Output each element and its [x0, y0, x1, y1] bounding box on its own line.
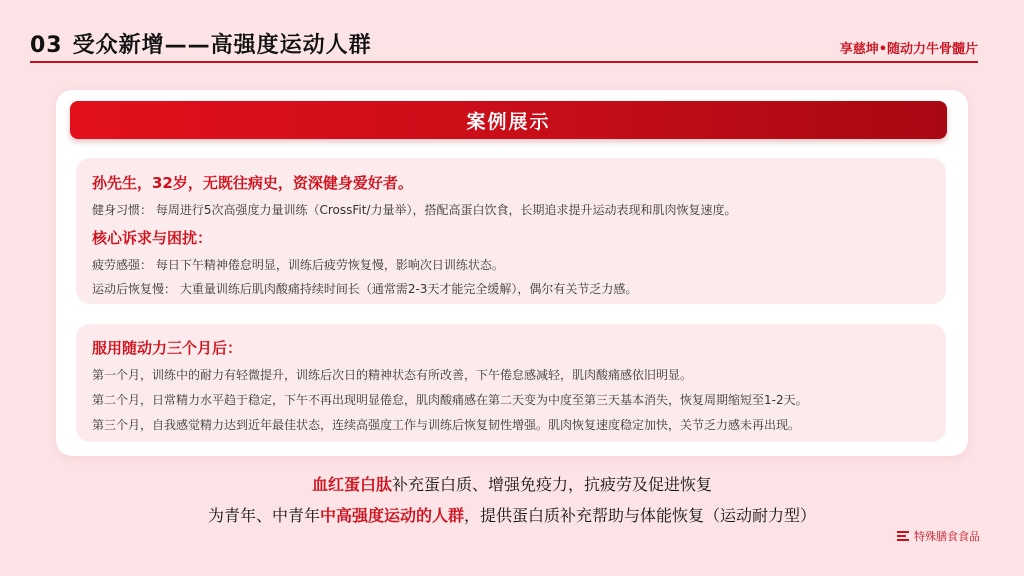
results-heading: 服用随动力三个月后： — [92, 339, 243, 357]
case-banner — [70, 101, 947, 139]
summary-prefix-2: 为青年、中青年 — [207, 506, 320, 525]
footer-brand-label: 特殊膳食食品 — [914, 530, 980, 543]
header-divider — [30, 61, 978, 63]
result-month-1: 第一个月，训练中的耐力有轻微提升，训练后次日的精神状态有所改善，下午倦怠感减轻，肌肉酸痛感依旧明显。 — [92, 368, 693, 382]
summary-line-2 — [0, 503, 1024, 526]
concern-recovery: 运动后恢复慢： 大重量训练后肌肉酸痛持续时间长（通常需2-3天才能完全缓解），偶尔有关节乏力感。 — [92, 282, 638, 296]
results-panel — [76, 324, 946, 442]
summary-highlight-1: 血红蛋白肽 — [311, 475, 392, 494]
concerns-heading: 核心诉求与困扰： — [92, 229, 213, 247]
footer-brand — [897, 528, 980, 544]
concern-fatigue: 疲劳感强： 每日下午精神倦怠明显，训练后疲劳恢复慢，影响次日训练状态。 — [92, 258, 504, 272]
list-lines-icon — [897, 531, 909, 541]
summary-highlight-2: 中高强度运动的人群 — [319, 506, 464, 525]
page-title — [30, 28, 372, 59]
summary-text-2: ，提供蛋白质补充帮助与体能恢复（运动耐力型） — [464, 506, 817, 525]
client-profile: 孙先生，32岁，无既往病史，资深健身爱好者。 — [92, 174, 413, 192]
summary-line-1 — [0, 472, 1024, 495]
result-month-2: 第二个月，日常精力水平趋于稳定，下午不再出现明显倦怠，肌肉酸痛感在第二天变为中度至第三天基本消失，恢复周期缩短至1-2天。 — [92, 393, 808, 407]
brand-name: 享慈坤•随动力牛骨髓片 — [839, 42, 978, 57]
summary-text-1: 补充蛋白质、增强免疫力，抗疲劳及促进恢复 — [392, 475, 713, 494]
result-month-3: 第三个月，自我感觉精力达到近年最佳状态，连续高强度工作与训练后恢复韧性增强。肌肉恢复速度稳定加快，关节乏力感未再出现。 — [92, 418, 801, 432]
case-banner-label: 案例展示 — [466, 110, 551, 133]
fitness-habit: 健身习惯： 每周进行5次高强度力量训练（CrossFit/力量举），搭配高蛋白饮食，长期追求提升运动表现和肌肉恢复速度。 — [92, 203, 737, 217]
section-number: 03 — [30, 33, 63, 58]
case-card — [56, 90, 968, 456]
case-profile-panel — [76, 158, 946, 304]
section-title: 受众新增——高强度运动人群 — [72, 33, 372, 58]
